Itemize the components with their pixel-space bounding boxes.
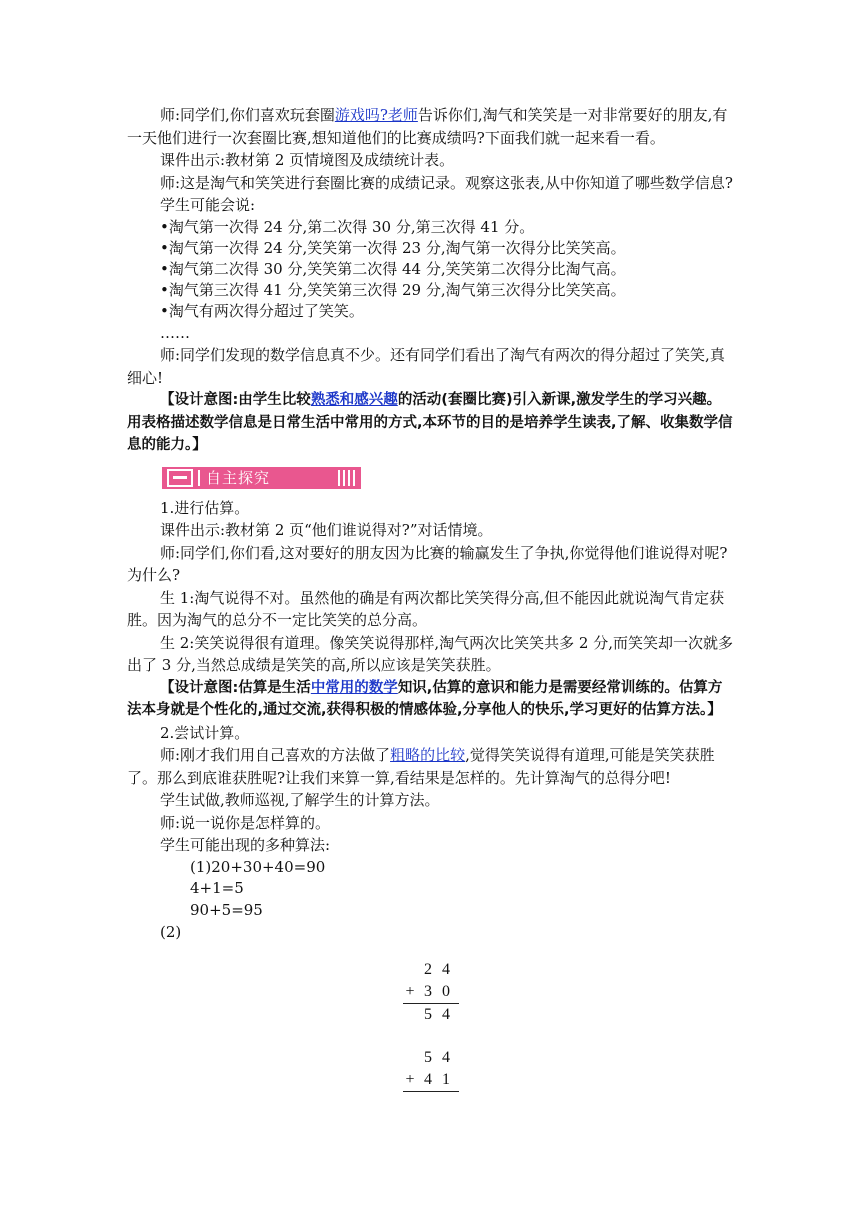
text: 【设计意图:估算是生活 xyxy=(160,679,311,696)
calc-digit: 3 xyxy=(424,983,432,1000)
hyperlink[interactable]: 中常用的数学 xyxy=(310,679,398,696)
stripes-decoration xyxy=(338,470,355,486)
bullet-item: •淘气第三次得 41 分,笑笑第三次得 29 分,淘气第三次得分比笑笑高。 xyxy=(160,280,626,299)
paragraph: 生 2:笑笑说得很有道理。像笑笑说得那样,淘气两次比笑笑共多 2 分,而笑笑却一次就多出了 3 分,当然总成绩是笑笑的高,所以应该是笑笑获胜。 xyxy=(127,633,733,674)
bullet-item: •淘气有两次得分超过了笑笑。 xyxy=(160,301,364,320)
paragraph-intro xyxy=(127,104,735,149)
vertical-calculation-2 xyxy=(401,1047,459,1092)
heading: 1.进行估算。 xyxy=(160,498,250,517)
calc-line xyxy=(403,1091,459,1092)
section-number-icon xyxy=(167,469,193,487)
calc-digit: 4 xyxy=(442,961,450,978)
paragraph xyxy=(127,744,735,789)
heading: 2.尝试计算。 xyxy=(160,723,250,742)
calc-operator: + xyxy=(405,1071,415,1088)
bullet-item: •淘气第一次得 24 分,第二次得 30 分,第三次得 41 分。 xyxy=(160,217,535,236)
design-intent xyxy=(127,389,735,457)
section-header xyxy=(162,467,361,489)
formula-label: (2) xyxy=(160,923,182,941)
vertical-calculation-1 xyxy=(401,959,459,1026)
paragraph: 师:这是淘气和笑笑进行套圈比赛的成绩记录。观察这张表,从中你知道了哪些数学信息? xyxy=(160,173,733,192)
formula-line: 4+1=5 xyxy=(190,879,244,897)
paragraph: 师:说一说你是怎样算的。 xyxy=(160,813,331,832)
text: 师:同学们,你们喜欢玩套圈 xyxy=(160,106,335,124)
calc-digit: 2 xyxy=(424,961,432,978)
divider xyxy=(198,470,200,486)
paragraph: 学生可能会说: xyxy=(160,196,256,214)
paragraph: 学生试做,教师巡视,了解学生的计算方法。 xyxy=(160,791,440,809)
paragraph: 课件出示:教材第 2 页“他们谁说得对?”对话情境。 xyxy=(160,521,493,539)
calc-digit: 0 xyxy=(442,983,450,1000)
paragraph: 课件出示:教材第 2 页情境图及成绩统计表。 xyxy=(160,151,455,169)
calc-operator: + xyxy=(405,983,415,1000)
hyperlink[interactable]: 熟悉和感兴趣 xyxy=(310,392,398,408)
paragraph: 学生可能出现的多种算法: xyxy=(160,836,331,854)
hyperlink[interactable]: 游戏吗?老师 xyxy=(334,106,418,124)
text: 告诉你们,淘气和笑笑是一对非常要好的朋友,有一天他们进行一次套圈比赛,想知道他们的比赛成绩吗?下面我们就一起来看一看。 xyxy=(127,106,728,147)
hyperlink[interactable]: 粗略的比较 xyxy=(390,746,466,764)
text: 的活动(套圈比赛)引入新课,激发学生的学习兴趣。用表格描述数学信息是日常生活中常用的方式,本环节的目的是培养学生读表,了解、收集数学信息的能力。】 xyxy=(127,392,733,453)
formula-line: 90+5=95 xyxy=(190,900,263,919)
calc-row xyxy=(401,1069,459,1091)
paragraph: 师:同学们发现的数学信息真不少。还有同学们看出了淘气有两次的得分超过了笑笑,真细心! xyxy=(127,346,725,387)
calc-row xyxy=(401,1004,459,1026)
calc-digit: 5 xyxy=(424,1049,432,1066)
calc-digit: 4 xyxy=(442,1049,450,1066)
calc-digit: 1 xyxy=(442,1071,450,1088)
text: ,觉得笑笑说得有道理,可能是笑笑获胜了。那么到底谁获胜呢?让我们来算一算,看结果是怎样的。先计算淘气的总得分吧! xyxy=(127,746,715,787)
section-title: 自主探究 xyxy=(206,469,271,487)
calc-row xyxy=(401,981,459,1003)
calc-digit: 4 xyxy=(424,1071,432,1088)
calc-digit: 5 xyxy=(424,1006,432,1023)
formula-line: (1)20+30+40=90 xyxy=(190,857,326,876)
text: 知识,估算的意识和能力是需要经常训练的。估算方法本身就是个性化的,通过交流,获得积极的情感体验,分享他人的快乐,学习更好的估算方法。】 xyxy=(127,679,723,718)
ellipsis: …… xyxy=(160,323,190,342)
design-intent xyxy=(127,677,735,722)
paragraph: 生 1:淘气说得不对。虽然他的确是有两次都比笑笑得分高,但不能因此就说淘气肯定获胜。因为淘气的总分不一定比笑笑的总分高。 xyxy=(127,588,725,629)
paragraph: 师:同学们,你们看,这对要好的朋友因为比赛的输赢发生了争执,你觉得他们谁说得对呢?为什么? xyxy=(127,543,728,584)
bullet-item: •淘气第一次得 24 分,笑笑第一次得 23 分,淘气第一次得分比笑笑高。 xyxy=(160,238,626,257)
calc-row xyxy=(401,1047,459,1069)
bullet-item: •淘气第二次得 30 分,笑笑第二次得 44 分,笑笑第二次得分比淘气高。 xyxy=(160,259,626,278)
calc-digit: 4 xyxy=(442,1006,450,1023)
text: 【设计意图:由学生比较 xyxy=(160,392,311,408)
text: 师:刚才我们用自己喜欢的方法做了 xyxy=(160,746,391,764)
content-area xyxy=(127,104,735,944)
calc-row xyxy=(401,959,459,981)
